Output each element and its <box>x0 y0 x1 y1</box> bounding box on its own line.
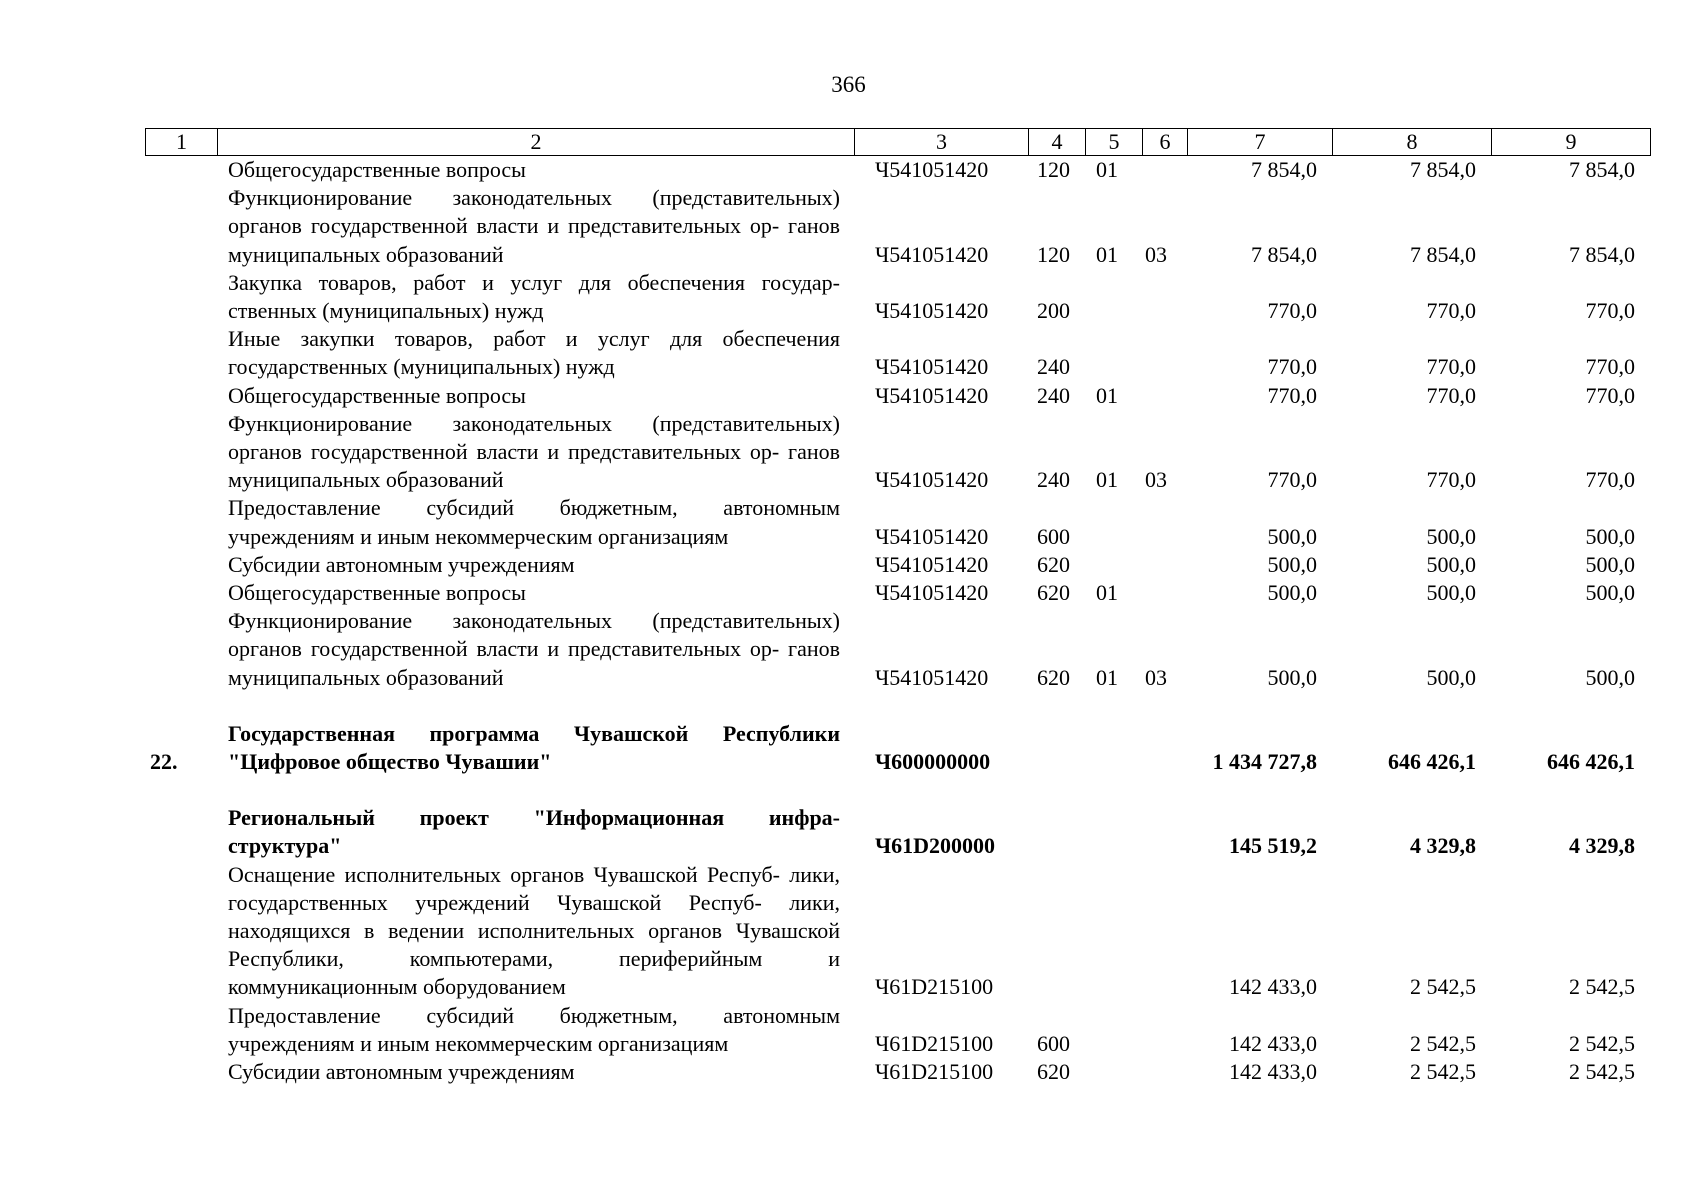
row-amount-col8: 646 426,1 <box>1388 749 1476 775</box>
row-target-code: Ч61D215100 <box>875 1030 994 1056</box>
column-header: 8 <box>1333 129 1492 156</box>
row-amount-col9: 2 542,5 <box>1569 1030 1635 1056</box>
table-row <box>0 720 1697 776</box>
table-row <box>0 1058 1697 1086</box>
row-amount-col9: 646 426,1 <box>1547 749 1635 775</box>
column-header: 9 <box>1492 129 1651 156</box>
row-expense-type: 200 <box>1037 298 1070 324</box>
row-name: Общегосударственные вопросы <box>228 157 526 182</box>
row-amount-col8: 770,0 <box>1426 467 1476 493</box>
row-name: Оснащение исполнительных органов Чувашской Респуб- лики, государственных учреждений Чувашской Респуб- лики, находящихся в ведении исполнительных органов Чувашской Республики, компьютерами, периферийным и коммуникационным оборудованием <box>228 861 840 1000</box>
row-name: Региональный проект "Информационная инфра- структура" <box>228 805 840 859</box>
row-amount-col7: 142 433,0 <box>1229 1030 1317 1056</box>
row-expense-type: 240 <box>1037 354 1070 380</box>
row-name: Государственная программа Чувашской Республики "Цифровое общество Чувашии" <box>228 720 840 775</box>
column-header: 4 <box>1029 129 1086 156</box>
row-amount-col8: 2 542,5 <box>1410 1030 1476 1056</box>
row-expense-type: 240 <box>1037 382 1070 408</box>
table-row <box>0 551 1697 579</box>
row-amount-col8: 500,0 <box>1426 523 1476 549</box>
table-row <box>0 861 1697 1002</box>
row-amount-col7: 500,0 <box>1267 664 1317 690</box>
table-row <box>0 410 1697 495</box>
table-row <box>0 1002 1697 1058</box>
row-expense-type: 120 <box>1037 157 1070 182</box>
row-expense-type: 620 <box>1037 664 1070 690</box>
column-header: 1 <box>146 129 218 156</box>
row-subsection: 03 <box>1145 664 1167 690</box>
row-target-code: Ч600000000 <box>875 749 991 775</box>
row-amount-col8: 500,0 <box>1426 551 1476 577</box>
column-header: 2 <box>218 129 855 156</box>
row-amount-col9: 7 854,0 <box>1569 157 1635 182</box>
row-target-code: Ч61D215100 <box>875 1059 994 1085</box>
row-amount-col7: 770,0 <box>1267 354 1317 380</box>
row-amount-col8: 2 542,5 <box>1410 1059 1476 1085</box>
row-amount-col9: 770,0 <box>1585 382 1635 408</box>
row-target-code: Ч61D215100 <box>875 974 994 1000</box>
row-amount-col8: 7 854,0 <box>1410 157 1476 182</box>
row-target-code: Ч541051420 <box>875 157 989 182</box>
row-expense-type: 600 <box>1037 1030 1070 1056</box>
table-row <box>0 607 1697 692</box>
row-name: Предоставление субсидий бюджетным, автономным учреждениям и иным некоммерческим организациям <box>228 1002 840 1056</box>
row-amount-col7: 142 433,0 <box>1229 1059 1317 1085</box>
row-target-code: Ч541051420 <box>875 580 989 606</box>
column-header: 5 <box>1086 129 1143 156</box>
row-section: 01 <box>1096 580 1118 606</box>
row-amount-col9: 770,0 <box>1585 354 1635 380</box>
table-row <box>0 804 1697 860</box>
table-row <box>0 382 1697 410</box>
row-name: Закупка товаров, работ и услуг для обеспечения государ- ственных (муниципальных) нужд <box>228 269 840 324</box>
row-amount-col7: 1 434 727,8 <box>1212 749 1317 775</box>
column-header: 6 <box>1143 129 1188 156</box>
row-target-code: Ч541051420 <box>875 241 989 267</box>
row-amount-col9: 500,0 <box>1585 551 1635 577</box>
row-amount-col9: 500,0 <box>1585 523 1635 549</box>
row-amount-col9: 770,0 <box>1585 467 1635 493</box>
row-amount-col8: 770,0 <box>1426 354 1476 380</box>
column-header: 3 <box>855 129 1029 156</box>
table-row <box>0 156 1697 184</box>
row-section: 01 <box>1096 467 1118 493</box>
row-name: Общегосударственные вопросы <box>228 580 526 606</box>
row-amount-col7: 770,0 <box>1267 382 1317 408</box>
row-amount-col8: 770,0 <box>1426 298 1476 324</box>
row-name: Предоставление субсидий бюджетным, автономным учреждениям и иным некоммерческим организациям <box>228 495 840 549</box>
row-name: Иные закупки товаров, работ и услуг для обеспечения государственных (муниципальных) нужд <box>228 326 840 380</box>
row-amount-col9: 500,0 <box>1585 664 1635 690</box>
row-amount-col9: 7 854,0 <box>1569 241 1635 267</box>
row-amount-col7: 142 433,0 <box>1229 974 1317 1000</box>
row-subsection: 03 <box>1145 467 1167 493</box>
row-name: Функционирование законодательных (представительных) органов государственной власти и представительных ор- ганов муниципальных образований <box>228 608 840 690</box>
row-target-code: Ч61D200000 <box>875 833 996 859</box>
row-expense-type: 620 <box>1037 551 1070 577</box>
row-amount-col8: 500,0 <box>1426 664 1476 690</box>
row-target-code: Ч541051420 <box>875 664 989 690</box>
row-expense-type: 620 <box>1037 580 1070 606</box>
row-name: Субсидии автономным учреждениям <box>228 551 575 577</box>
row-target-code: Ч541051420 <box>875 298 989 324</box>
column-header: 7 <box>1188 129 1333 156</box>
table-row <box>0 269 1697 325</box>
row-name: Общегосударственные вопросы <box>228 382 526 408</box>
row-amount-col8: 2 542,5 <box>1410 974 1476 1000</box>
row-amount-col9: 2 542,5 <box>1569 1059 1635 1085</box>
row-name: Функционирование законодательных (представительных) органов государственной власти и представительных ор- ганов муниципальных образований <box>228 410 840 493</box>
row-name: Субсидии автономным учреждениям <box>228 1059 575 1085</box>
row-amount-col8: 4 329,8 <box>1410 833 1476 859</box>
row-amount-col8: 770,0 <box>1426 382 1476 408</box>
row-amount-col9: 4 329,8 <box>1569 833 1635 859</box>
table-row <box>0 579 1697 607</box>
row-target-code: Ч541051420 <box>875 354 989 380</box>
page-number: 366 <box>831 72 866 97</box>
row-amount-col9: 770,0 <box>1585 298 1635 324</box>
row-amount-col8: 7 854,0 <box>1410 241 1476 267</box>
row-amount-col9: 500,0 <box>1585 580 1635 606</box>
row-expense-type: 240 <box>1037 467 1070 493</box>
row-amount-col7: 770,0 <box>1267 467 1317 493</box>
row-target-code: Ч541051420 <box>875 523 989 549</box>
column-header-row <box>146 129 1651 156</box>
row-subsection: 03 <box>1145 241 1167 267</box>
row-section: 01 <box>1096 241 1118 267</box>
row-number: 22. <box>150 749 178 775</box>
row-name: Функционирование законодательных (представительных) органов государственной власти и представительных ор- ганов муниципальных образований <box>228 185 840 267</box>
row-amount-col7: 500,0 <box>1267 523 1317 549</box>
row-amount-col7: 7 854,0 <box>1251 157 1317 182</box>
table-row <box>0 325 1697 381</box>
row-expense-type: 600 <box>1037 523 1070 549</box>
row-section: 01 <box>1096 382 1118 408</box>
table-row <box>0 184 1697 269</box>
row-amount-col7: 7 854,0 <box>1251 241 1317 267</box>
column-header-table <box>145 128 1651 156</box>
row-section: 01 <box>1096 157 1118 182</box>
row-amount-col7: 145 519,2 <box>1229 833 1317 859</box>
table-row <box>0 494 1697 550</box>
row-amount-col7: 500,0 <box>1267 580 1317 606</box>
row-amount-col7: 500,0 <box>1267 551 1317 577</box>
row-amount-col8: 500,0 <box>1426 580 1476 606</box>
row-expense-type: 120 <box>1037 241 1070 267</box>
row-target-code: Ч541051420 <box>875 382 989 408</box>
row-target-code: Ч541051420 <box>875 551 989 577</box>
row-target-code: Ч541051420 <box>875 467 989 493</box>
row-section: 01 <box>1096 664 1118 690</box>
row-amount-col9: 2 542,5 <box>1569 974 1635 1000</box>
row-expense-type: 620 <box>1037 1059 1070 1085</box>
budget-table-body <box>0 156 1697 1086</box>
row-amount-col7: 770,0 <box>1267 298 1317 324</box>
